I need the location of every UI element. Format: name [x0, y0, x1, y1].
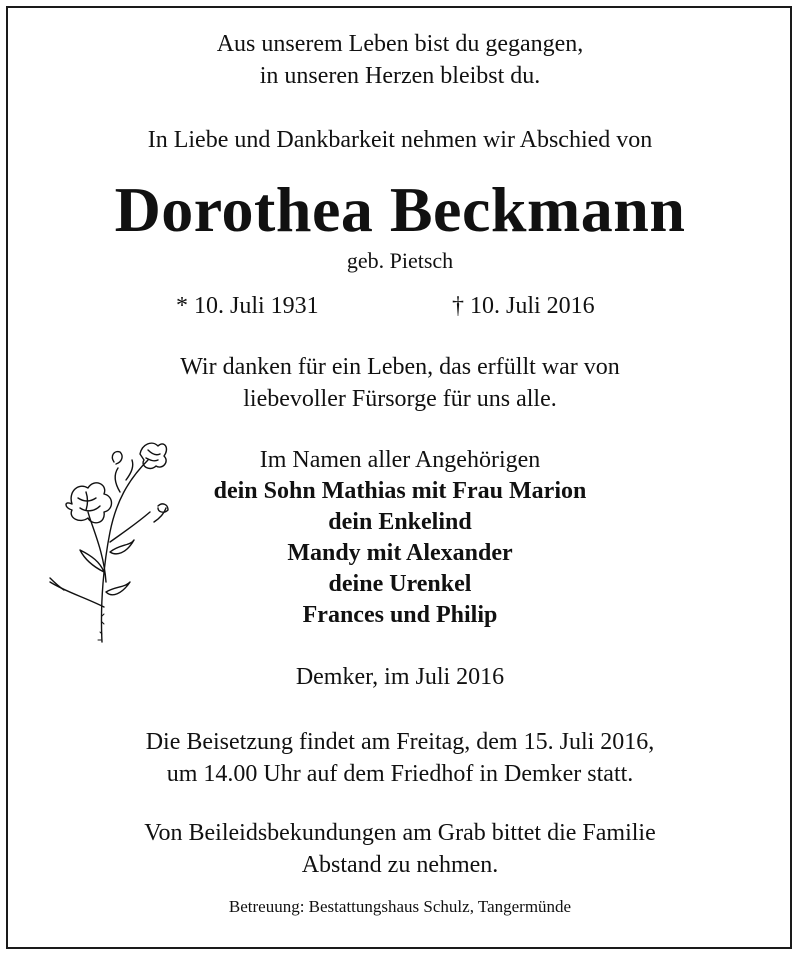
place-date: Demker, im Juli 2016 — [295, 664, 505, 690]
funeral-line: um 14.00 Uhr auf dem Friedhof in Demker statt. — [166, 761, 634, 787]
verse — [0, 28, 800, 92]
deceased-name: Dorothea Beckmann — [114, 174, 686, 245]
thanks-line: Wir danken für ein Leben, das erfüllt war von — [180, 354, 620, 380]
birth-date: * 10. Juli 1931 — [176, 293, 319, 319]
condolences-line: Von Beileidsbekundungen am Grab bittet die Familie — [144, 820, 656, 846]
family-member: Frances und Philip — [302, 602, 498, 628]
family-member: Mandy mit Alexander — [287, 540, 513, 566]
family-lead: Im Namen aller Angehörigen — [259, 447, 541, 473]
death-date: † 10. Juli 2016 — [452, 293, 595, 319]
family-member: dein Enkelind — [328, 509, 472, 535]
intro-text: In Liebe und Dankbarkeit nehmen wir Abschied von — [147, 127, 653, 153]
condolences-line: Abstand zu nehmen. — [301, 852, 499, 878]
funeral-line: Die Beisetzung findet am Freitag, dem 15. Juli 2016, — [145, 729, 655, 755]
condolences-note — [0, 817, 800, 881]
verse-line: Aus unserem Leben bist du gegangen, — [216, 31, 584, 57]
family-member: dein Sohn Mathias mit Frau Marion — [213, 478, 587, 504]
maiden-name: geb. Pietsch — [346, 248, 454, 273]
thanks-line: liebevoller Fürsorge für uns alle. — [243, 386, 557, 412]
funeral-info — [0, 726, 800, 790]
thanks-text — [0, 351, 800, 415]
family-member: deine Urenkel — [328, 571, 472, 597]
family-signature — [0, 445, 800, 631]
funeral-home-credit: Betreuung: Bestattungshaus Schulz, Tangermünde — [228, 897, 572, 916]
verse-line: in unseren Herzen bleibst du. — [259, 63, 541, 89]
